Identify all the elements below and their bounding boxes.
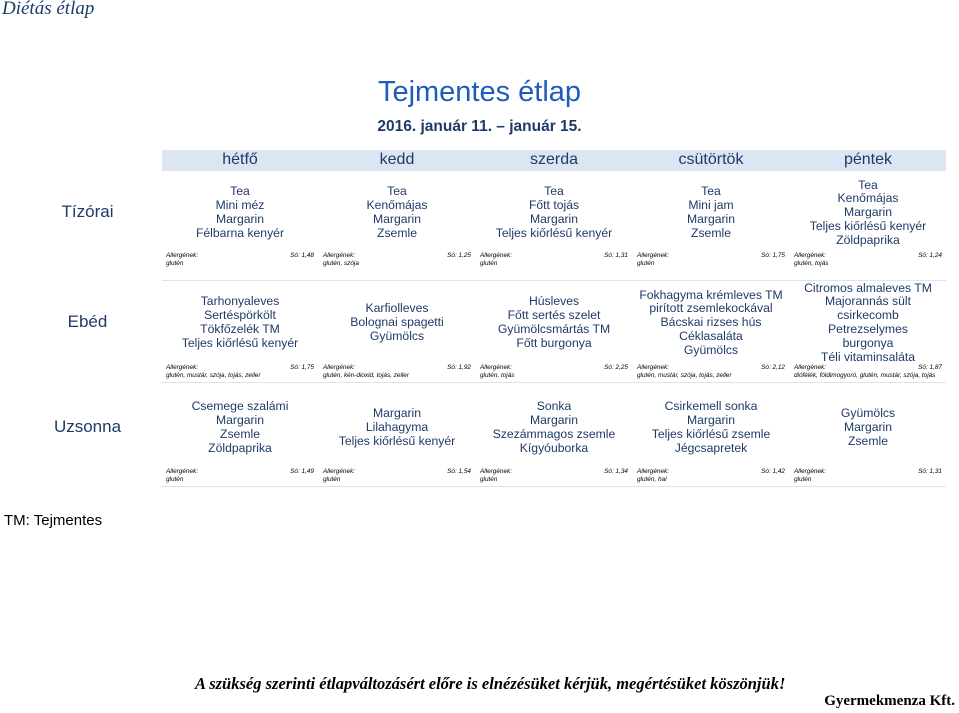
salt-value [604, 252, 628, 260]
salt-label: Só: [918, 468, 928, 475]
legend-footnote: TM: Tejmentes [4, 512, 103, 529]
company-name: Gyermekmenza Kft. [824, 693, 955, 709]
menu-cell [633, 289, 789, 358]
salt-amount: 2,12 [772, 364, 785, 371]
allergen-list: glutén, hal [637, 476, 667, 483]
menu-cell [790, 282, 946, 365]
allergen-label: Allergének: [637, 364, 669, 371]
dish-line: Teljes kiőrlésű kenyér [338, 433, 456, 448]
dish-line: Bácskai rizses hús [660, 315, 762, 330]
menu-cell [319, 185, 475, 240]
allergen-info [794, 252, 946, 268]
allergen-info [166, 468, 318, 484]
allergen-list: glutén [166, 476, 184, 483]
allergen-label: Allergének: [323, 252, 355, 259]
dish-line: Margarin [843, 420, 893, 435]
salt-amount: 1,34 [615, 468, 628, 475]
salt-value [290, 364, 314, 372]
dish-line: Szezámmagos zsemle [492, 426, 616, 441]
allergen-list: glutén, mustár, szója, tojás, zeller [637, 372, 732, 379]
allergen-label: Allergének: [323, 468, 355, 475]
menu-cell [162, 400, 318, 455]
dish-line: Teljes kiőrlésű kenyér [495, 225, 613, 240]
dish-line: Margarin [529, 413, 579, 428]
dish-line: Margarin [686, 413, 736, 428]
allergen-info [323, 364, 475, 380]
dish-line: Margarin [529, 211, 579, 226]
allergen-header [794, 364, 946, 372]
allergen-label: Allergének: [480, 252, 512, 259]
salt-amount: 1,31 [929, 468, 942, 475]
allergen-header [794, 252, 946, 260]
dish-line: Gyümölcs [840, 406, 896, 421]
menu-cell [162, 185, 318, 240]
menu-cell [319, 407, 475, 448]
dish-line: Citromos almaleves TM [804, 280, 932, 295]
menu-cell [319, 302, 475, 343]
allergen-header [480, 364, 632, 372]
allergen-info [480, 468, 632, 484]
menu-cell [162, 295, 318, 350]
dish-line: Margarin [215, 211, 265, 226]
allergen-header [794, 468, 946, 476]
allergen-header [480, 468, 632, 476]
menu-cell [790, 179, 946, 248]
dish-line: Zsemle [691, 225, 731, 240]
allergen-label: Allergének: [480, 468, 512, 475]
dish-line: burgonya [842, 335, 894, 350]
allergen-info [637, 252, 789, 268]
divider [162, 170, 946, 171]
allergen-info [323, 252, 475, 268]
dish-line: Sertéspörkölt [204, 308, 276, 323]
salt-value [761, 252, 785, 260]
allergen-info [480, 364, 632, 380]
dish-line: Főtt tojás [528, 198, 580, 213]
meal-label: Tízórai [61, 202, 114, 221]
dish-line: Húsleves [528, 294, 580, 309]
allergen-list: glutén, szója [323, 260, 359, 267]
dish-line: Zöldpaprika [208, 440, 272, 455]
dish-line: Margarin [215, 413, 265, 428]
menu-cell [476, 185, 632, 240]
salt-amount: 1,54 [458, 468, 471, 475]
salt-value [290, 468, 314, 476]
allergen-info [166, 364, 318, 380]
apology-notice: A szükség szerinti étlapváltozásért előre is elnézésüket kérjük, megértésüket köszönjük! [195, 674, 786, 693]
salt-amount: 1,49 [301, 468, 314, 475]
salt-value [447, 364, 471, 372]
allergen-header [323, 364, 475, 372]
dish-line: Zöldpaprika [836, 232, 900, 247]
dish-line: Margarin [843, 205, 893, 220]
allergen-header [166, 364, 318, 372]
dish-line: Zsemle [848, 433, 888, 448]
allergen-list: glutén [480, 476, 498, 483]
day-header-4: péntek [843, 151, 893, 168]
allergen-info [480, 252, 632, 268]
menu-cell [633, 185, 789, 240]
allergen-label: Allergének: [166, 364, 198, 371]
dish-line: Fokhagyma krémleves TM [639, 287, 783, 302]
document-title: Diétás étlap [2, 0, 95, 19]
dish-line: pirított zsemlekockával [649, 301, 773, 316]
dish-line: Gyümölcs [683, 342, 739, 357]
menu-title: Tejmentes étlap [377, 76, 582, 108]
dish-line: Csirkemell sonka [664, 399, 758, 414]
dish-line: Kenőmájas [366, 198, 428, 213]
dish-line: Tökfőzelék TM [200, 321, 280, 336]
allergen-list: glutén, tojás [794, 260, 829, 267]
dish-line: Teljes kiőrlésű zsemle [651, 426, 771, 441]
allergen-info [323, 468, 475, 484]
allergen-label: Allergének: [480, 364, 512, 371]
allergen-label: Allergének: [166, 252, 198, 259]
allergen-label: Allergének: [794, 468, 826, 475]
salt-label: Só: [604, 364, 614, 371]
salt-amount: 1,75 [301, 364, 314, 371]
salt-value [604, 364, 628, 372]
salt-value [918, 364, 942, 372]
salt-label: Só: [604, 252, 614, 259]
allergen-header [323, 252, 475, 260]
meal-label: Uzsonna [53, 417, 122, 436]
salt-value [918, 252, 942, 260]
dish-line: Gyümölcsmártás TM [497, 321, 611, 336]
dish-line: Csemege szalámi [191, 399, 289, 414]
dish-line: Mini méz [215, 198, 265, 213]
salt-label: Só: [604, 468, 614, 475]
salt-value [604, 468, 628, 476]
allergen-list: diófélék, földimogyoró, glutén, mustár, szója, tojás [794, 372, 936, 379]
allergen-label: Allergének: [637, 252, 669, 259]
allergen-list: glutén [637, 260, 655, 267]
salt-label: Só: [290, 468, 300, 475]
allergen-label: Allergének: [637, 468, 669, 475]
allergen-label: Allergének: [323, 364, 355, 371]
dish-line: Margarin [686, 211, 736, 226]
salt-label: Só: [918, 252, 928, 259]
salt-amount: 1,87 [929, 364, 942, 371]
salt-value [447, 252, 471, 260]
divider [162, 486, 946, 487]
dish-line: Margarin [372, 406, 422, 421]
allergen-list: glutén, mustár, szója, tojás, zeller [166, 372, 261, 379]
dish-line: Tea [230, 184, 250, 199]
allergen-header [480, 252, 632, 260]
salt-amount: 1,92 [458, 364, 471, 371]
dish-line: Zsemle [220, 426, 260, 441]
dish-line: Főtt burgonya [516, 335, 592, 350]
salt-amount: 2,25 [615, 364, 628, 371]
day-header-1: kedd [379, 151, 415, 168]
allergen-list: glutén [794, 476, 812, 483]
dish-line: Főtt sertés szelet [507, 308, 601, 323]
salt-label: Só: [761, 252, 771, 259]
allergen-list: glutén [166, 260, 184, 267]
salt-amount: 1,25 [458, 252, 471, 259]
date-range: 2016. január 11. – január 15. [377, 118, 582, 135]
dish-line: Teljes kiőrlésű kenyér [181, 335, 299, 350]
allergen-info [637, 364, 789, 380]
day-header-3: csütörtök [678, 151, 744, 168]
dish-line: Kígyóuborka [519, 440, 589, 455]
dish-line: Téli vitaminsaláta [820, 349, 916, 364]
allergen-info [166, 252, 318, 268]
dish-line: Majorannás sült [824, 294, 912, 309]
menu-grid [13, 150, 946, 492]
allergen-label: Allergének: [166, 468, 198, 475]
menu-cell [790, 407, 946, 448]
salt-amount: 1,75 [772, 252, 785, 259]
allergen-header [166, 468, 318, 476]
dish-line: Margarin [372, 211, 422, 226]
dish-line: Mini jam [688, 198, 734, 213]
dish-line: Teljes kiőrlésű kenyér [809, 218, 927, 233]
allergen-label: Allergének: [794, 364, 826, 371]
allergen-header [166, 252, 318, 260]
allergen-header [637, 364, 789, 372]
menu-cell [476, 400, 632, 455]
dish-line: Karfiolleves [365, 301, 429, 316]
allergen-info [637, 468, 789, 484]
allergen-header [637, 252, 789, 260]
dish-line: Tea [701, 184, 721, 199]
dish-line: Tea [544, 184, 564, 199]
allergen-list: glutén, kén-dioxid, tojás, zeller [323, 372, 409, 379]
salt-label: Só: [918, 364, 928, 371]
dish-line: Jégcsapretek [674, 440, 748, 455]
dish-line: csirkecomb [837, 308, 899, 323]
dish-line: Sonka [536, 399, 572, 414]
allergen-info [794, 364, 946, 380]
salt-amount: 1,24 [929, 252, 942, 259]
allergen-list: glutén [323, 476, 341, 483]
meal-label: Ebéd [67, 312, 108, 331]
divider [162, 382, 946, 383]
salt-value [761, 468, 785, 476]
salt-amount: 1,31 [615, 252, 628, 259]
dish-line: Lilahagyma [365, 420, 429, 435]
dish-line: Tea [858, 177, 878, 192]
salt-label: Só: [447, 468, 457, 475]
allergen-label: Allergének: [794, 252, 826, 259]
allergen-header [323, 468, 475, 476]
salt-label: Só: [761, 468, 771, 475]
salt-label: Só: [447, 364, 457, 371]
menu-cell [633, 400, 789, 455]
allergen-list: glutén, tojás [480, 372, 515, 379]
salt-amount: 1,42 [772, 468, 785, 475]
dish-line: Kenőmájas [837, 191, 899, 206]
salt-value [290, 252, 314, 260]
salt-label: Só: [447, 252, 457, 259]
allergen-list: glutén [480, 260, 498, 267]
salt-value [761, 364, 785, 372]
salt-label: Só: [290, 364, 300, 371]
salt-value [918, 468, 942, 476]
day-header-2: szerda [529, 151, 579, 168]
salt-label: Só: [761, 364, 771, 371]
dish-line: Tarhonyaleves [200, 294, 280, 309]
dish-line: Gyümölcs [369, 328, 425, 343]
dish-line: Céklasaláta [679, 328, 743, 343]
dish-line: Félbarna kenyér [195, 225, 285, 240]
allergen-info [794, 468, 946, 484]
day-header-0: hétfő [222, 151, 258, 168]
allergen-header [637, 468, 789, 476]
dish-line: Bolognai spagetti [350, 315, 444, 330]
salt-label: Só: [290, 252, 300, 259]
dish-line: Zsemle [377, 225, 417, 240]
menu-cell [476, 295, 632, 350]
salt-value [447, 468, 471, 476]
dish-line: Tea [387, 184, 407, 199]
salt-amount: 1,48 [301, 252, 314, 259]
dish-line: Petrezselymes [828, 321, 908, 336]
